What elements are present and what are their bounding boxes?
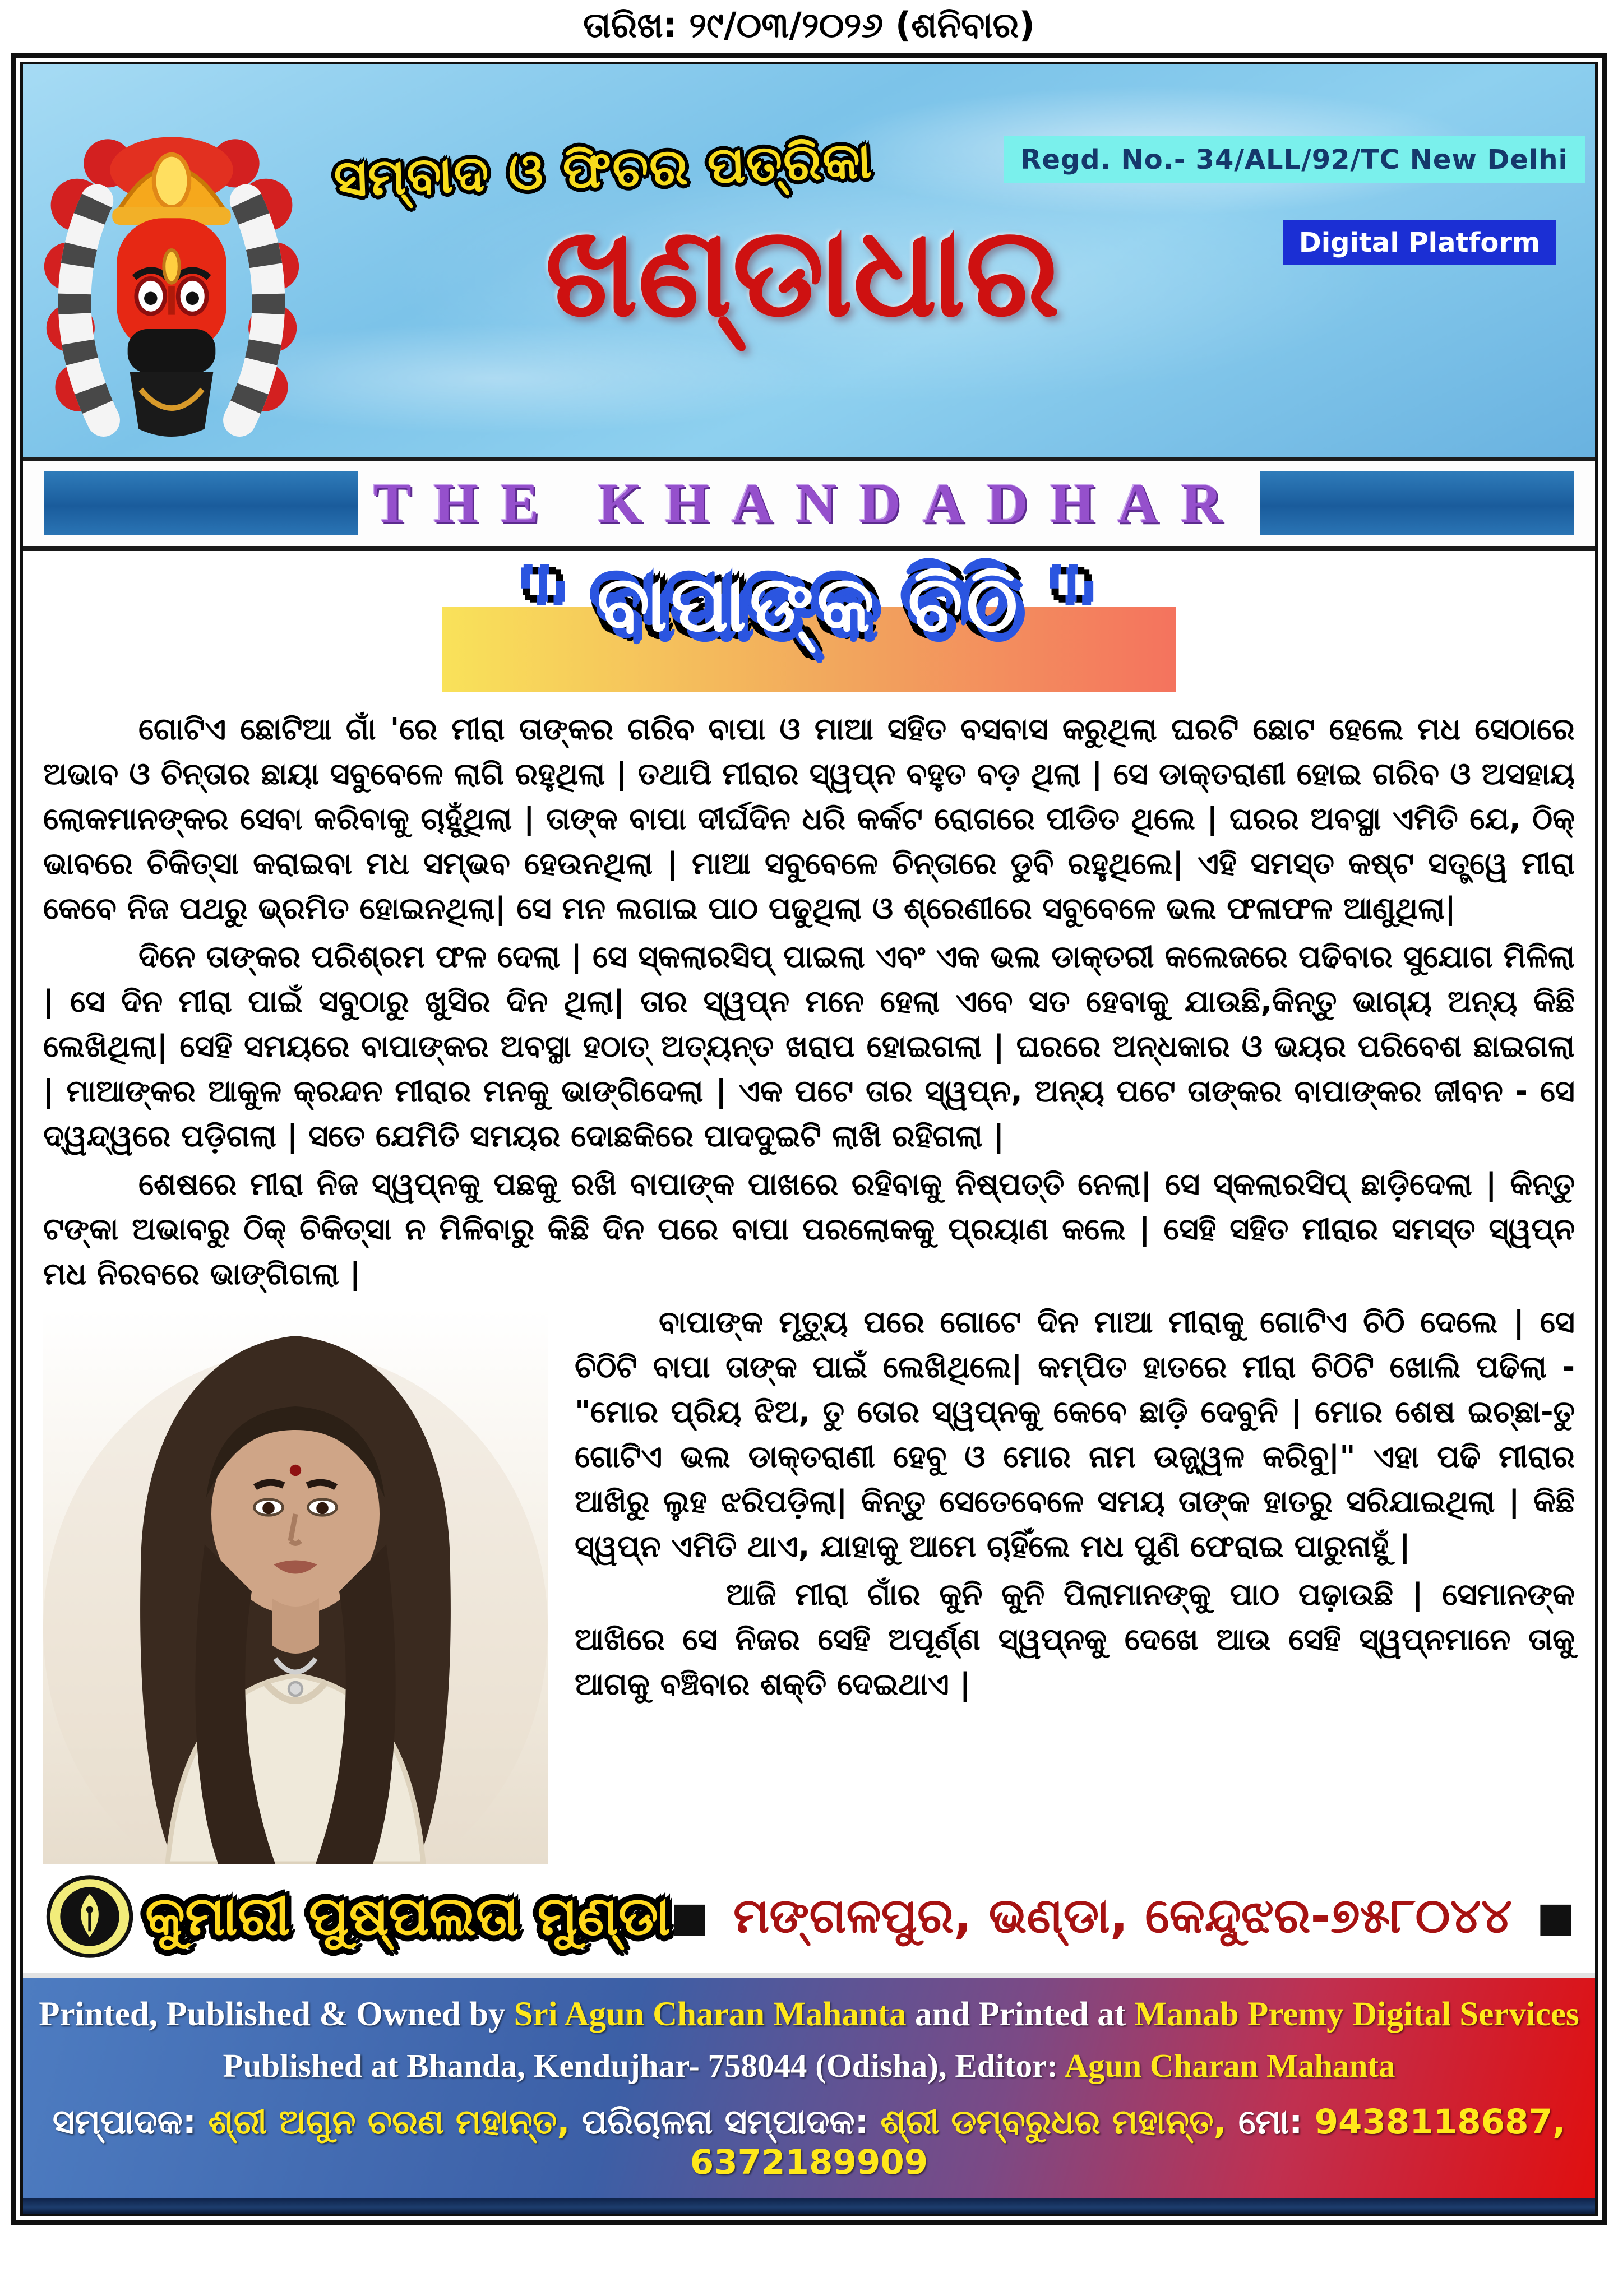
masthead-title: ଖଣ୍ଡାଧାର <box>544 200 1060 345</box>
story-title-block <box>23 556 1595 697</box>
story-title: " ବାପାଙ୍କ ଚିଠି " <box>523 559 1095 649</box>
imprint-line-2: Published at Bhanda, Kendujhar- 758044 (Odisha), Editor: Agun Charan Mahanta <box>223 2047 1395 2084</box>
deity-image <box>40 109 303 446</box>
story-body <box>23 697 1595 1707</box>
banner-left-block <box>44 471 358 535</box>
imprint-line-1: Printed, Published & Owned by Sri Agun Charan Mahanta and Printed at Manab Premy Digital Services <box>39 1996 1579 2033</box>
page-frame <box>11 53 1607 2225</box>
page-frame-inner <box>20 62 1598 2216</box>
imprint-footer <box>23 1973 1595 2198</box>
author-name: କୁମାରୀ ପୁଷ୍ପଲତା ମୁଣ୍ଡା <box>145 1884 671 1947</box>
square-bullet-icon: ■ <box>670 1892 709 1940</box>
date-line: ତାରିଖ: ୨୯/୦୩/୨୦୨୬ (ଶନିବାର) <box>583 4 1035 45</box>
english-banner-title: THE KHANDADHAR <box>373 471 1245 535</box>
address-text: ମଙ୍ଗଳପୁର, ଭଣ୍ଡା, କେନ୍ଦୁଝର-୭୫୮୦୪୪ <box>733 1887 1512 1944</box>
registration-number: Regd. No.- 34/ALL/92/TC New Delhi <box>1004 136 1585 183</box>
story-paragraph-2: ଦିନେ ତାଙ୍କର ପରିଶ୍ରମ ଫଳ ଦେଲା | ସେ ସ୍କଲାରସିପ୍ ପାଇଲା ଏବଂ ଏକ ଭଲ ଡାକ୍ତରୀ କଲେଜରେ ପଢିବାର ସୁଯୋଗ ମିଳିଲା | ସେ ଦିନ ମୀରା ପାଇଁ ସବୁଠାରୁ ଖୁସିର ଦିନ ଥିଲା| ତାର ସ୍ୱପ୍ନ ମନେ ହେଲା ଏବେ ସତ ହେବାକୁ ଯାଉଛି,କିନ୍ତୁ ଭାଗ୍ୟ ଅନ୍ୟ କିଛି ଲେଖିଥିଲା| ସେହି ସମୟରେ ବାପାଙ୍କର ଅବସ୍ଥା ହଠାତ୍ ଅତ୍ୟନ୍ତ ଖରାପ ହୋଇଗଲା | ଘରରେ ଅନ୍ଧକାର ଓ ଭୟର ପରିବେଶ ଛାଇଗଲା | ମାଆଙ୍କର ଆକୁଳ କ୍ରନ୍ଦନ ମୀରାର ମନକୁ ଭାଙ୍ଗିଦେଲା | ଏକ ପଟେ ତାର ସ୍ୱପ୍ନ, ଅନ୍ୟ ପଟେ ତାଙ୍କର ବାପାଙ୍କର ଜୀବନ - ସେ ଦ୍ୱନ୍ଦ୍ୱରେ ପଡ଼ିଗଲା | ସତେ ଯେମିତି ସମୟର ଦୋଛକିରେ ପାଦଦୁଇଟି ଲାଖି ରହିଗଲା | <box>43 939 1575 1154</box>
square-bullet-icon: ■ <box>1536 1892 1575 1940</box>
imprint-line-3: ସମ୍ପାଦକ: ଶ୍ରୀ ଅଗୁନ ଚରଣ ମହାନ୍ତ, ପରିଚାଳନା ସମ୍ପାଦକ: ଶ୍ରୀ ଡମ୍ବରୁଧର ମହାନ୍ତ, ମୋ: 9438118687, 6372189909 <box>52 2102 1566 2182</box>
digital-platform-badge: Digital Platform <box>1283 220 1556 265</box>
masthead-header <box>23 64 1595 461</box>
masthead-tagline: ସମ୍ବାଦ ଓ ଫିଚର ପତ୍ରିକା <box>332 131 874 209</box>
pen-nib-icon <box>42 1872 137 1961</box>
english-banner <box>23 461 1595 551</box>
author-address <box>671 1888 1589 1945</box>
story-paragraph-5: ଆଜି ମୀରା ଗାଁର କୁନି କୁନି ପିଲାମାନଙ୍କୁ ପାଠ ପଢ଼ାଉଛି | ସେମାନଙ୍କ ଆଖିରେ ସେ ନିଜର ସେହି ଅପୂର୍ଣ୍ଣ ସ୍ୱପ୍ନକୁ ଦେଖେ ଆଉ ସେହି ସ୍ୱପ୍ନମାନେ ତାକୁ ଆଗକୁ ବଞ୍ଚିବାର ଶକ୍ତି ଦେଇଥାଏ | <box>575 1577 1575 1702</box>
byline-row <box>23 1867 1595 1965</box>
footer-bottom-strip <box>23 2198 1595 2214</box>
story-paragraph-1: ଗୋଟିଏ ଛୋଟିଆ ଗାଁ 'ରେ ମୀରା ତାଙ୍କର ଗରିବ ବାପା ଓ ମାଆ ସହିତ ବସବାସ କରୁଥିଲା ଘରଟି ଛୋଟ ହେଲେ ମଧ ସେଠାରେ ଅଭାବ ଓ ଚିନ୍ତାର ଛାୟା ସବୁବେଳେ ଲାଗି ରହୁଥିଲା | ତଥାପି ମୀରାର ସ୍ୱପ୍ନ ବହୁତ ବଡ଼ ଥିଲା | ସେ ଡାକ୍ତରାଣୀ ହୋଇ ଗରିବ ଓ ଅସହାୟ ଲୋକମାନଙ୍କର ସେବା କରିବାକୁ ଚାହୁଁଥିଲା | ତାଙ୍କ ବାପା ଦୀର୍ଘଦିନ ଧରି କର୍କଟ ରୋଗରେ ପୀଡିତ ଥିଲେ | ଘରର ଅବସ୍ଥା ଏମିତି ଯେ, ଠିକ୍ ଭାବରେ ଚିକିତ୍ସା କରାଇବା ମଧ ସମ୍ଭବ ହେଉନଥିଲା | ମାଆ ସବୁବେଳେ ଚିନ୍ତାରେ ଡୁବି ରହୁଥିଲେ| ଏହି ସମସ୍ତ କଷ୍ଟ ସତ୍ତ୍ୱେ ମୀରା କେବେ ନିଜ ପଥରୁ ଭ୍ରମିତ ହୋଇନଥିଲା| ସେ ମନ ଲଗାଇ ପାଠ ପଢୁଥିଲା ଓ ଶ୍ରେଣୀରେ ସବୁବେଳେ ଭଲ ଫଳାଫଳ ଆଣୁଥିଲା| <box>43 711 1575 926</box>
author-photo <box>43 1309 548 1864</box>
story-paragraph-3: ଶେଷରେ ମୀରା ନିଜ ସ୍ୱପ୍ନକୁ ପଛକୁ ରଖି ବାପାଙ୍କ ପାଖରେ ରହିବାକୁ ନିଷ୍ପତ୍ତି ନେଲା| ସେ ସ୍କଲାରସିପ୍ ଛାଡ଼ିଦେଲା | କିନ୍ତୁ ଟଙ୍କା ଅଭାବରୁ ଠିକ୍ ଚିକିତ୍ସା ନ ମିଳିବାରୁ କିଛି ଦିନ ପରେ ବାପା ପରଲୋକକୁ ପ୍ରୟାଣ କଲେ | ସେହି ସହିତ ମୀରାର ସମସ୍ତ ସ୍ୱପ୍ନ ମଧ ନିରବରେ ଭାଙ୍ଗିଗଲା | <box>43 1166 1575 1292</box>
story-paragraph-4: ବାପାଙ୍କ ମୃତ୍ୟୁ ପରେ ଗୋଟେ ଦିନ ମାଆ ମୀରାକୁ ଗୋଟିଏ ଚିଠି ଦେଲେ | ସେ ଚିଠିଟି ବାପା ତାଙ୍କ ପାଇଁ ଲେଖିଥିଲେ| କମ୍ପିତ ହାତରେ ମୀରା ଚିଠିଟି ଖୋଲି ପଢିଲା - "ମୋର ପ୍ରିୟ ଝିଅ, ତୁ ତୋର ସ୍ୱପ୍ନକୁ କେବେ ଛାଡ଼ି ଦେବୁନି | ମୋର ଶେଷ ଇଚ୍ଛା-ତୁ ଗୋଟିଏ ଭଲ ଡାକ୍ତରାଣୀ ହେବୁ ଓ ମୋର ନାମ ଉଜ୍ଜ୍ୱଳ କରିବୁ|" ଏହା ପଢି ମୀରାର ଆଖିରୁ ଲୁହ ଝରିପଡ଼ିଲା| କିନ୍ତୁ ସେତେବେଳେ ସମୟ ତାଙ୍କ ହାତରୁ ସରିଯାଇଥିଲା | କିଛି ସ୍ୱପ୍ନ ଏମିତି ଥାଏ, ଯାହାକୁ ଆମେ ଚାହିଁଲେ ମଧ ପୁଣି ଫେରାଇ ପାରୁନାହୁଁ | <box>575 1304 1575 1564</box>
banner-right-block <box>1260 471 1574 535</box>
